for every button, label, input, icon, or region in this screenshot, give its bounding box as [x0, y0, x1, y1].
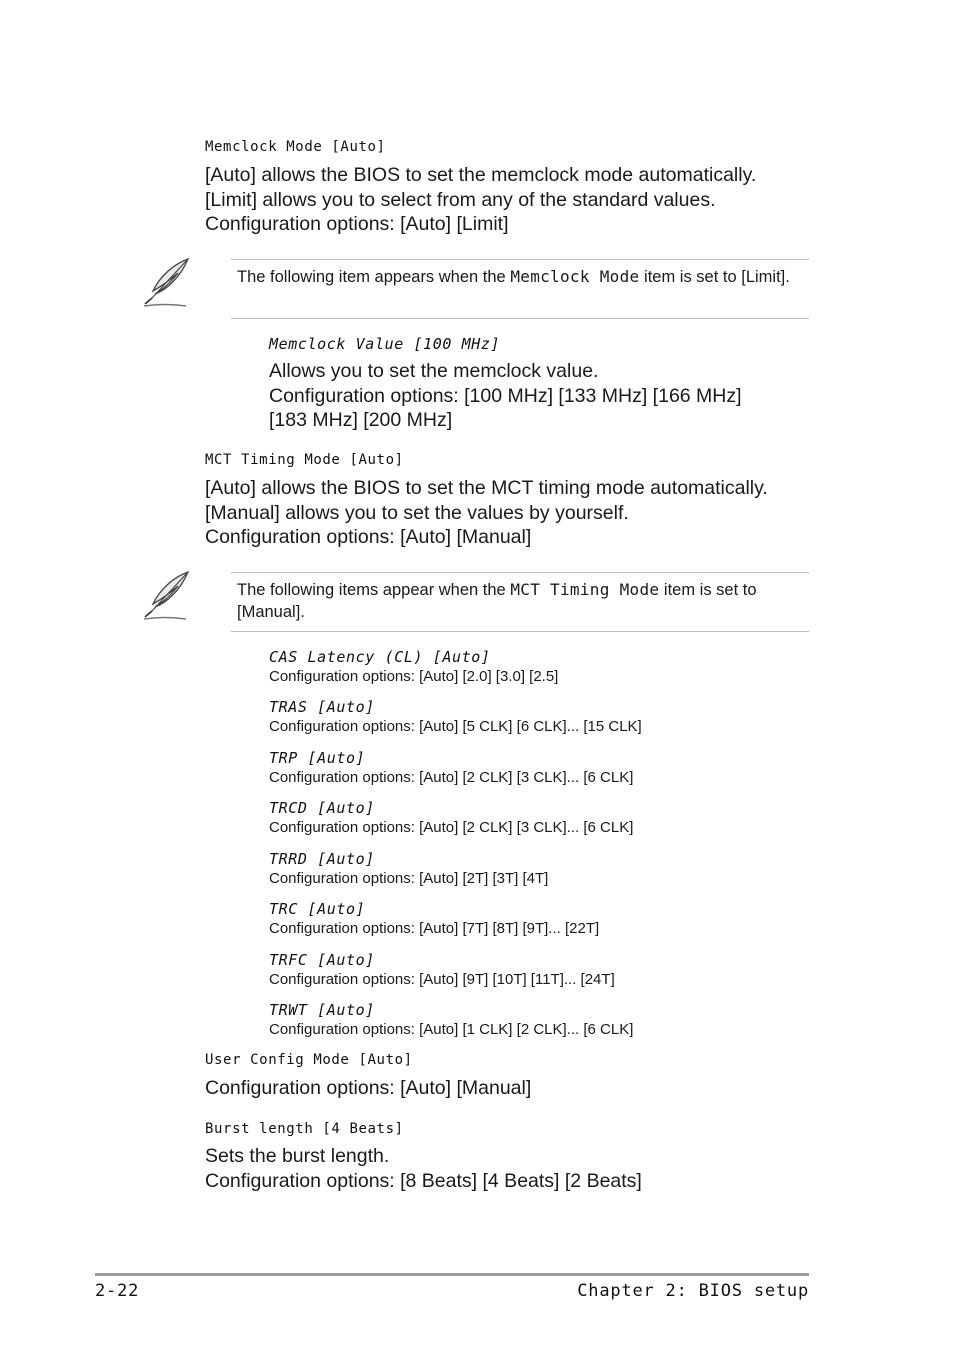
text-line: Configuration options: [100 MHz] [133 MHz] [166 MHz] [269, 384, 742, 407]
sub-heading-trrd: TRRD [Auto] [269, 850, 375, 868]
note-keyword: Memclock Mode [510, 267, 640, 286]
options-tras: Configuration options: [Auto] [5 CLK] [6 CLK]... [15 CLK] [269, 718, 642, 735]
note-keyword: MCT Timing Mode [510, 580, 660, 599]
options-trc: Configuration options: [Auto] [7T] [8T] [9T]... [22T] [269, 920, 600, 937]
options-trfc: Configuration options: [Auto] [9T] [10T] [11T]... [24T] [269, 971, 615, 988]
memclock-value-description [269, 359, 742, 433]
text-line: [Auto] allows the BIOS to set the memclock mode automatically. [205, 164, 757, 186]
note-bottom-rule [231, 631, 809, 632]
note-top-rule [231, 259, 809, 260]
text-line: Allows you to set the memclock value. [269, 360, 599, 382]
options-trrd: Configuration options: [Auto] [2T] [3T] [4T] [269, 870, 549, 887]
text-line: [Limit] allows you to select from any of the standard values. [205, 188, 716, 211]
text-line: Configuration options: [Auto] [Manual] [205, 1077, 532, 1099]
sub-heading-trwt: TRWT [Auto] [269, 1001, 375, 1019]
sub-heading-trfc: TRFC [Auto] [269, 951, 375, 969]
section-heading-memclock-mode: Memclock Mode [Auto] [205, 139, 386, 155]
note-text: item is set to [Limit]. [639, 268, 790, 286]
text-line: [Auto] allows the BIOS to set the MCT timing mode automatically. [205, 477, 768, 499]
note-text: item is set to [Manual]. [237, 581, 757, 621]
chapter-title: Chapter 2: BIOS setup [577, 1281, 809, 1301]
footer-rule [95, 1273, 809, 1276]
sub-heading-cas-latency: CAS Latency (CL) [Auto] [269, 648, 491, 666]
text-line: Configuration options: [Auto] [Limit] [205, 213, 509, 235]
note-mct-manual [237, 579, 797, 623]
note-top-rule [231, 572, 809, 573]
quill-pen-note-icon [140, 569, 196, 625]
note-memclock-limit [237, 266, 797, 288]
text-line: Configuration options: [Auto] [Manual] [205, 526, 532, 548]
mct-description [205, 476, 768, 550]
section-heading-burst-length: Burst length [4 Beats] [205, 1121, 404, 1137]
section-heading-user-config-mode: User Config Mode [Auto] [205, 1052, 413, 1068]
options-trcd: Configuration options: [Auto] [2 CLK] [3 CLK]... [6 CLK] [269, 819, 634, 836]
note-bottom-rule [231, 318, 809, 319]
sub-heading-trp: TRP [Auto] [269, 749, 366, 767]
sub-heading-trc: TRC [Auto] [269, 900, 366, 918]
sub-heading-memclock-value: Memclock Value [100 MHz] [269, 335, 501, 353]
text-line: [Manual] allows you to set the values by yourself. [205, 501, 629, 524]
section-heading-mct-timing-mode: MCT Timing Mode [Auto] [205, 452, 404, 468]
page-number: 2-22 [95, 1281, 140, 1301]
options-trp: Configuration options: [Auto] [2 CLK] [3 CLK]... [6 CLK] [269, 769, 634, 786]
sub-heading-trcd: TRCD [Auto] [269, 799, 375, 817]
burst-description [205, 1144, 642, 1193]
user-config-description [205, 1076, 531, 1101]
options-cas-latency: Configuration options: [Auto] [2.0] [3.0] [2.5] [269, 668, 559, 685]
note-text: The following item appears when the [237, 268, 511, 286]
note-text: The following items appear when the [237, 581, 511, 599]
options-trwt: Configuration options: [Auto] [1 CLK] [2 CLK]... [6 CLK] [269, 1021, 634, 1038]
text-line: Sets the burst length. [205, 1145, 390, 1167]
quill-pen-note-icon [140, 256, 196, 312]
text-line: Configuration options: [8 Beats] [4 Beats] [2 Beats] [205, 1169, 642, 1192]
memclock-description [205, 163, 756, 237]
sub-heading-tras: TRAS [Auto] [269, 698, 375, 716]
text-line: [183 MHz] [200 MHz] [269, 409, 453, 431]
